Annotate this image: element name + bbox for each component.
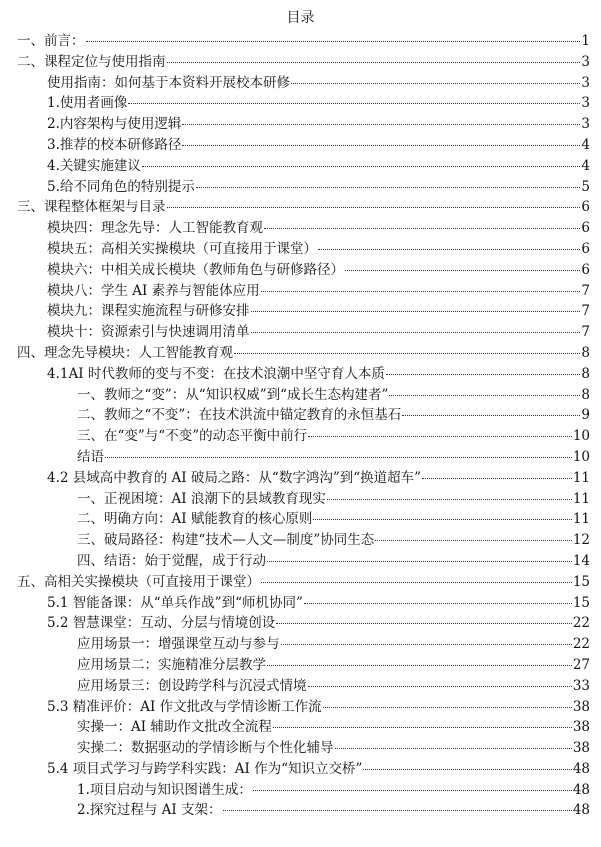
toc-entry-text: 二、教师之“不变”：在技术洪流中锚定教育的永恒基石	[77, 407, 402, 424]
dot-leader	[313, 519, 571, 520]
toc-entry-text: 一、前言：	[17, 33, 85, 49]
toc-entry-page: 9	[581, 407, 590, 424]
dot-leader	[291, 83, 580, 84]
toc-entry-page: 12	[572, 532, 590, 549]
toc-entry-page: 8	[581, 386, 590, 403]
toc-entry-text: 模块十：资源索引与快速调用清单	[47, 324, 250, 341]
toc-entry-text: 1.项目启动与知识图谱生成：	[77, 781, 252, 798]
toc-entry-text: 应用场景二：实施精准分层教学	[77, 656, 266, 673]
toc-title: 目录	[286, 10, 315, 26]
toc-entry-page: 33	[572, 677, 590, 694]
dot-leader	[142, 166, 581, 167]
toc-entry-text: 4.1AI 时代教师的变与不变：在技术浪潮中坚守育人本质	[47, 365, 385, 382]
toc-entry-page: 6	[581, 220, 590, 237]
toc-entry[interactable]	[0, 800, 601, 821]
dot-leader	[304, 603, 572, 604]
toc-entry[interactable]	[0, 489, 601, 510]
dot-leader	[276, 623, 572, 624]
toc-entry[interactable]	[0, 509, 601, 530]
toc-entry[interactable]	[0, 655, 601, 676]
dot-leader	[281, 644, 572, 645]
toc-entry-page: 7	[581, 324, 590, 341]
toc-entry-page: 6	[581, 199, 590, 216]
toc-entry[interactable]	[0, 613, 601, 634]
toc-entry[interactable]	[0, 197, 601, 218]
dot-leader	[182, 124, 580, 125]
toc-entry[interactable]	[0, 260, 601, 281]
toc-entry[interactable]	[0, 218, 601, 239]
dot-leader	[323, 707, 572, 708]
toc-entry-page: 11	[572, 511, 590, 528]
toc-entry-page: 38	[572, 698, 590, 715]
toc-entry[interactable]	[0, 447, 601, 468]
dot-leader	[196, 187, 581, 188]
toc-entry-page: 1	[581, 33, 590, 49]
dot-leader	[327, 499, 572, 500]
dot-leader	[182, 145, 580, 146]
toc-entry-text: 实操一：AI 辅助作文批改全流程	[77, 719, 272, 736]
toc-entry-text: 模块六：中相关成长模块（教师角色与研修路径）	[47, 261, 344, 278]
toc-entry[interactable]	[0, 697, 601, 718]
toc-entry[interactable]	[0, 52, 601, 73]
toc-entry[interactable]	[0, 93, 601, 114]
toc-entry-page: 4	[581, 136, 590, 153]
toc-entry-page: 4	[581, 157, 590, 174]
dot-leader	[422, 478, 572, 479]
toc-entry-text: 实操二：数据驱动的学情诊断与个性化辅导	[77, 740, 334, 757]
toc-entry[interactable]	[0, 530, 601, 551]
toc-entry-page: 5	[581, 178, 590, 195]
dot-leader	[223, 810, 572, 811]
toc-entry[interactable]	[0, 114, 601, 135]
dot-leader	[251, 332, 581, 333]
toc-entry-text: 2.探究过程与 AI 支架：	[77, 802, 222, 819]
toc-entry[interactable]	[0, 676, 601, 697]
toc-entry-text: 四、理念先导模块：人工智能教育观	[17, 344, 233, 361]
dot-leader	[273, 727, 572, 728]
toc-entry-page: 8	[581, 344, 590, 361]
toc-entry-page: 38	[572, 719, 590, 736]
dot-leader	[402, 415, 580, 416]
dot-leader	[86, 41, 581, 42]
dot-leader	[267, 561, 572, 562]
dot-leader	[389, 395, 580, 396]
dot-leader	[335, 748, 572, 749]
toc-entry[interactable]	[0, 156, 601, 177]
toc-entry[interactable]	[0, 73, 601, 94]
toc-entry[interactable]	[0, 780, 601, 801]
toc-entry-text: 5.给不同角色的特别提示	[47, 178, 195, 195]
dot-leader	[261, 582, 572, 583]
toc-entry[interactable]	[0, 759, 601, 780]
dot-leader	[386, 374, 581, 375]
toc-entry-page: 22	[572, 636, 590, 653]
dot-leader	[251, 311, 581, 312]
toc-entry[interactable]	[0, 634, 601, 655]
toc-entry[interactable]	[0, 343, 601, 364]
toc-entry-page: 3	[581, 53, 590, 70]
dot-leader	[167, 62, 581, 63]
dot-leader	[308, 436, 572, 437]
toc-entry-page: 8	[581, 365, 590, 382]
toc-entry-text: 3.推荐的校本研修路径	[47, 136, 182, 153]
toc-entry[interactable]	[0, 405, 601, 426]
dot-leader	[345, 270, 580, 271]
toc-entry-page: 48	[572, 760, 590, 777]
toc-entry-page: 22	[572, 615, 590, 632]
toc-entry-text: 二、明确方向：AI 赋能教育的核心原则	[77, 511, 313, 528]
toc-entry-text: 模块四：理念先导：人工智能教育观	[47, 220, 263, 237]
toc-entry-page: 3	[581, 95, 590, 112]
toc-entry-page: 10	[572, 428, 590, 445]
toc-entry[interactable]	[0, 301, 601, 322]
toc-entry-page: 15	[572, 594, 590, 611]
toc-entry[interactable]	[0, 322, 601, 343]
toc-entry-page: 3	[581, 116, 590, 133]
dot-leader	[318, 249, 580, 250]
toc-entry-text: 模块八：学生 AI 素养与智能体应用	[47, 282, 260, 299]
toc-entry-text: 三、课程整体框架与目录	[17, 199, 166, 216]
toc-entry-text: 5.2 智慧课堂：互动、分层与情境创设	[47, 615, 276, 632]
toc-entry-text: 1.使用者画像	[47, 95, 128, 112]
dot-leader	[234, 353, 580, 354]
toc-entry-page: 7	[581, 282, 590, 299]
toc-entry-page: 11	[572, 490, 590, 507]
toc-entry-text: 5.1 智能备课：从“单兵作战”到“师机协同”	[47, 594, 303, 611]
toc-entry[interactable]	[0, 468, 601, 489]
toc-entry-page: 10	[572, 448, 590, 465]
toc-entry-text: 四、结语：始于觉醒，成于行动	[77, 552, 266, 569]
toc-entry-page: 3	[581, 74, 590, 91]
toc-entry-page: 15	[572, 573, 590, 590]
dot-leader	[253, 790, 572, 791]
dot-leader	[264, 228, 580, 229]
toc-entry-text: 三、破局路径：构建“技术—人文—制度”协同生态	[77, 532, 375, 549]
toc-entry-page: 6	[581, 261, 590, 278]
toc-entry[interactable]	[0, 593, 601, 614]
toc-entry-text: 一、教师之“变”：从“知识权威”到“成长生态构建者”	[77, 386, 389, 403]
toc-entry-text: 一、正视困境：AI 浪潮下的县域教育现实	[77, 490, 326, 507]
toc-entry[interactable]	[0, 385, 601, 406]
toc-entry-page: 38	[572, 740, 590, 757]
toc-entry-text: 4.2 县域高中教育的 AI 破局之路：从“数字鸿沟”到“换道超车”	[47, 469, 422, 486]
dot-leader	[167, 207, 581, 208]
toc-entry[interactable]	[0, 364, 601, 385]
toc-entry-page: 48	[572, 781, 590, 798]
toc-entry[interactable]	[0, 738, 601, 759]
toc-entry-text: 应用场景三：创设跨学科与沉浸式情境	[77, 677, 307, 694]
toc-entry-page: 7	[581, 303, 590, 320]
toc-entry-text: 二、课程定位与使用指南	[17, 53, 166, 70]
dot-leader	[128, 103, 580, 104]
toc-entry-page: 48	[572, 802, 590, 819]
dot-leader	[261, 291, 581, 292]
toc-entry[interactable]	[0, 177, 601, 198]
toc-entry-text: 4.关键实施建议	[47, 157, 141, 174]
toc-entry-text: 应用场景一：增强课堂互动与参与	[77, 636, 280, 653]
toc-entry-text: 结语	[77, 448, 104, 465]
dot-leader	[308, 686, 572, 687]
dot-leader	[363, 769, 571, 770]
toc-entry[interactable]	[0, 717, 601, 738]
toc-entry-text: 三、在“变”与“不变”的动态平衡中前行	[77, 428, 308, 445]
toc-entry-page: 6	[581, 240, 590, 257]
toc-entry[interactable]	[0, 281, 601, 302]
toc-entry-text: 五、高相关实操模块（可直接用于课堂）	[17, 573, 260, 590]
toc-entry-page: 11	[572, 469, 590, 486]
toc-entry-text: 2.内容架构与使用逻辑	[47, 116, 182, 133]
toc-entry[interactable]	[0, 572, 601, 593]
toc-entry[interactable]	[0, 551, 601, 572]
toc-entry[interactable]	[0, 239, 601, 260]
toc-entry-text: 使用指南：如何基于本资料开展校本研修	[47, 74, 290, 91]
toc-entry[interactable]	[0, 31, 601, 52]
dot-leader	[375, 540, 572, 541]
toc-entry[interactable]	[0, 426, 601, 447]
dot-leader	[267, 665, 572, 666]
toc-entry[interactable]	[0, 135, 601, 156]
toc-entry-page: 14	[572, 552, 590, 569]
toc-entry-page: 27	[572, 656, 590, 673]
toc-entry-text: 模块五：高相关实操模块（可直接用于课堂）	[47, 240, 317, 257]
table-of-contents	[0, 31, 601, 821]
toc-entry-text: 5.3 精准评价：AI 作文批改与学情诊断工作流	[47, 698, 322, 715]
toc-entry-text: 模块九：课程实施流程与研修安排	[47, 303, 250, 320]
toc-entry-text: 5.4 项目式学习与跨学科实践：AI 作为“知识立交桥”	[47, 760, 363, 777]
dot-leader	[105, 457, 572, 458]
